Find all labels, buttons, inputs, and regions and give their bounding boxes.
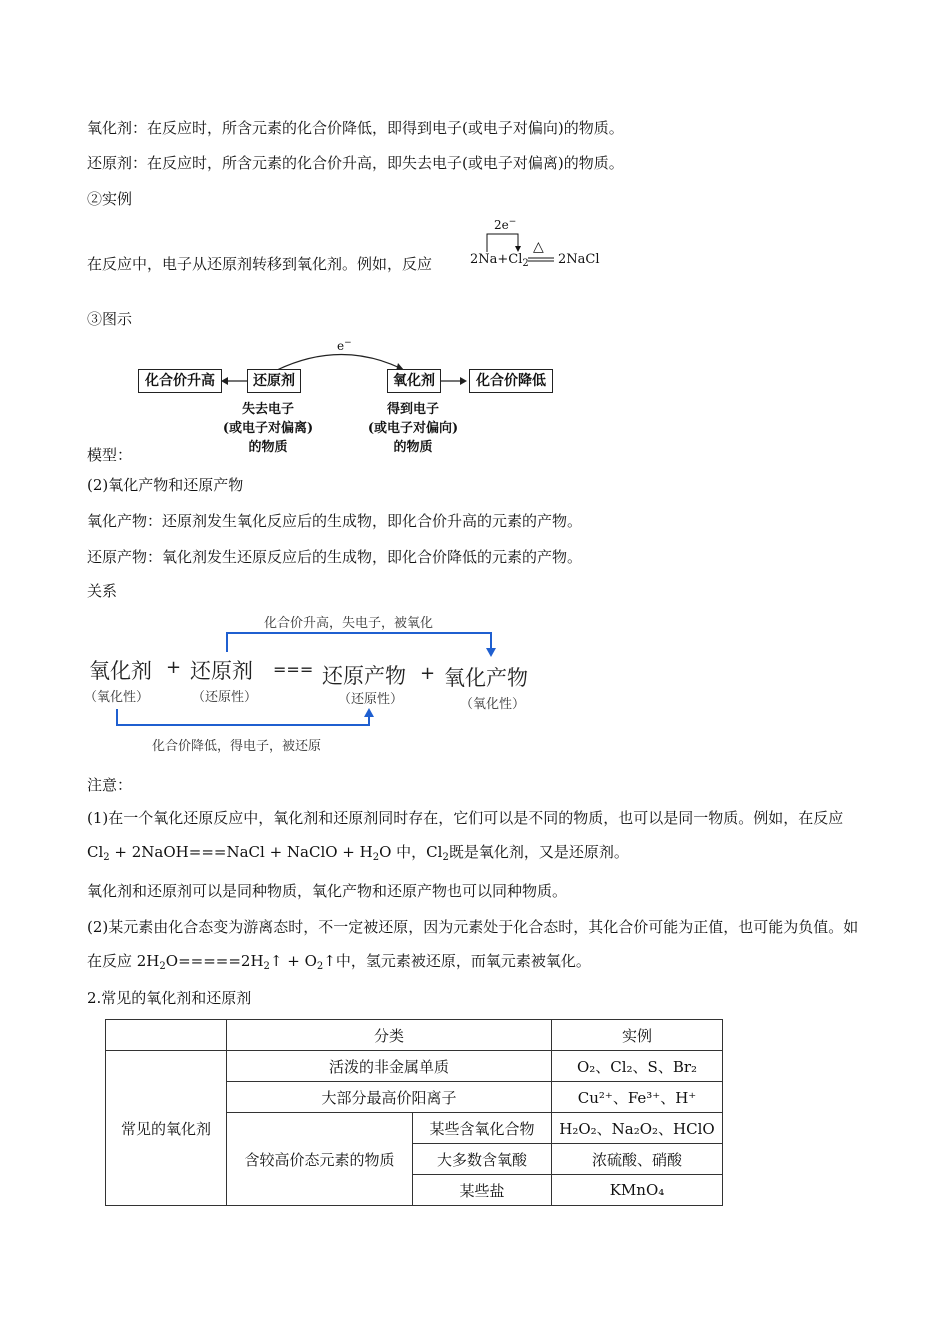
relation-label: 关系	[87, 582, 118, 600]
attention-label: 注意：	[87, 776, 133, 794]
table-cell-empty	[106, 1020, 227, 1051]
electron-count: 2e−	[494, 217, 517, 232]
same-substance-note: 氧化剂和还原剂可以是同种物质，氧化产物和还原产物也可以同种物质。	[87, 882, 568, 900]
box-reductant: 还原剂	[247, 369, 301, 393]
relation-oxidizing-2: （氧化性）	[460, 697, 526, 712]
relation-reducing-1: （还原性）	[192, 690, 258, 705]
relation-oxidation-product: 氧化产物	[444, 666, 528, 690]
relation-plus-1: +	[166, 657, 182, 678]
box-valence-down: 化合价降低	[469, 369, 553, 393]
oxidant-table	[105, 1019, 723, 1206]
table-cell-category: 某些含氧化合物	[413, 1113, 552, 1144]
reactants: $2Na+Cl_2$	[470, 252, 529, 269]
table-cell-example: H₂O₂、Na₂O₂、HClO	[552, 1113, 723, 1144]
table-group-oxidants: 常见的氧化剂	[106, 1051, 227, 1206]
oxidant-definition: 氧化剂：在反应时，所含元素的化合价降低，即得到电子(或电子对偏向)的物质。	[87, 119, 624, 137]
relation-plus-2: +	[420, 663, 436, 684]
product: 2NaCl	[558, 252, 600, 267]
diagram-electron: e−	[337, 338, 352, 353]
relation-reducing-2: （还原性）	[338, 692, 404, 707]
diagram-heading: ③图示	[87, 310, 133, 328]
relation-bottom-label: 化合价降低，得电子，被还原	[152, 739, 322, 754]
example-text: 在反应中，电子从还原剂转移到氧化剂。例如，反应	[87, 255, 433, 273]
table-cell-example: 浓硫酸、硝酸	[552, 1144, 723, 1175]
box-valence-up: 化合价升高	[138, 369, 222, 393]
table-cell-example: KMnO₄	[552, 1175, 723, 1206]
table-cell-example: O₂、Cl₂、S、Br₂	[552, 1051, 723, 1082]
note-2: (2)某元素由化合态变为游离态时，不一定被还原，因为元素处于化合态时，其化合价可能为正值，也可能为负值。如在反应 $2H_2O=====2H_2↑$ + $O_2↑$中，氢元素被还原，而氧元素被氧化。	[87, 918, 859, 972]
equation	[470, 218, 610, 270]
relation-top-label: 化合价升高，失电子，被氧化	[264, 616, 434, 631]
reduction-product-definition: 还原产物：氧化剂发生还原反应后的生成物，即化合价降低的元素的产物。	[87, 548, 583, 566]
table-cell-category: 大部分最高价阳离子	[227, 1082, 552, 1113]
common-agents-heading: 2.常见的氧化剂和还原剂	[87, 989, 252, 1007]
table-row	[106, 1051, 723, 1082]
table-cell-category: 活泼的非金属单质	[227, 1051, 552, 1082]
table-cell-category: 大多数含氧酸	[413, 1144, 552, 1175]
table-cell-category: 某些盐	[413, 1175, 552, 1206]
table-subgroup: 含较高价态元素的物质	[227, 1113, 413, 1206]
note-1: (1)在一个氧化还原反应中，氧化剂和还原剂同时存在，它们可以是不同的物质，也可以是同一物质。例如，在反应 $Cl_2$ + 2NaOH===NaCl + NaClO + $H_2O$ 中，$Cl_2$既是氧化剂，又是还原剂。	[87, 809, 844, 863]
table-header-category: 分类	[227, 1020, 552, 1051]
reductant-definition: 还原剂：在反应时，所含元素的化合价升高，即失去电子(或电子对偏离)的物质。	[87, 154, 624, 172]
box-oxidant: 氧化剂	[387, 369, 441, 393]
lose-electron-label: 失去电子 (或电子对偏离) 的物质	[222, 402, 314, 455]
relation-oxidizing-1: （氧化性）	[84, 690, 150, 705]
heat-symbol: △	[533, 239, 544, 255]
example-heading: ②实例	[87, 190, 133, 208]
products-heading: (2)氧化产物和还原产物	[87, 476, 244, 494]
table-cell-example: Cu²⁺、Fe³⁺、H⁺	[552, 1082, 723, 1113]
relation-equals: ===	[273, 660, 314, 679]
table-header-row	[106, 1020, 723, 1051]
relation-reductant: 还原剂	[190, 659, 253, 683]
relation-reduction-product: 还原产物	[322, 664, 406, 688]
table-header-example: 实例	[552, 1020, 723, 1051]
relation-oxidant: 氧化剂	[89, 659, 152, 683]
oxidation-product-definition: 氧化产物：还原剂发生氧化反应后的生成物，即化合价升高的元素的产物。	[87, 512, 583, 530]
model-label: 模型：	[87, 446, 133, 464]
gain-electron-label: 得到电子 (或电子对偏向) 的物质	[367, 402, 459, 455]
